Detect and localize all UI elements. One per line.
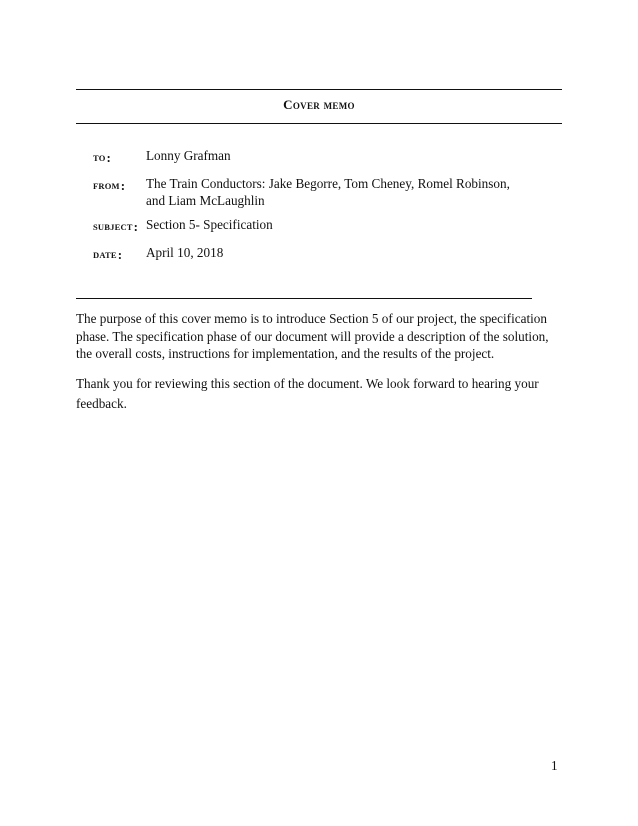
to-value: Lonny Grafman (146, 148, 231, 163)
date-label-colon: : (117, 247, 123, 262)
header-top-rule (76, 89, 562, 90)
subject-label-colon: : (133, 219, 139, 234)
page-number: 1 (551, 758, 558, 773)
body-paragraph-1: The purpose of this cover memo is to introduce Section 5 of our project, the specification phase. The specification phase of our document will provide a description of the solution, the overall costs, instructions for implementation, and the results of the project. (76, 311, 549, 361)
memo-title: Cover memo (283, 97, 355, 112)
date-label-text: DATE (93, 250, 117, 260)
to-label-colon: : (106, 150, 112, 165)
subject-label-text: SUBJECT (93, 222, 133, 232)
to-label-text: TO (93, 153, 106, 163)
date-label (93, 247, 122, 263)
date-value: April 10, 2018 (146, 245, 224, 260)
subject-label (93, 219, 138, 235)
from-label (93, 178, 125, 194)
to-label (93, 150, 111, 166)
from-value: The Train Conductors: Jake Begorre, Tom Cheney, Romel Robinson, and Liam McLaughlin (146, 176, 510, 208)
body-paragraph-2: Thank you for reviewing this section of the document. We look forward to hearing your feedback. (76, 376, 539, 411)
from-label-colon: : (120, 178, 126, 193)
from-label-text: FROM (93, 181, 120, 191)
header-bottom-rule (76, 123, 562, 124)
subject-value: Section 5- Specification (146, 217, 273, 232)
fields-bottom-rule (76, 298, 532, 299)
